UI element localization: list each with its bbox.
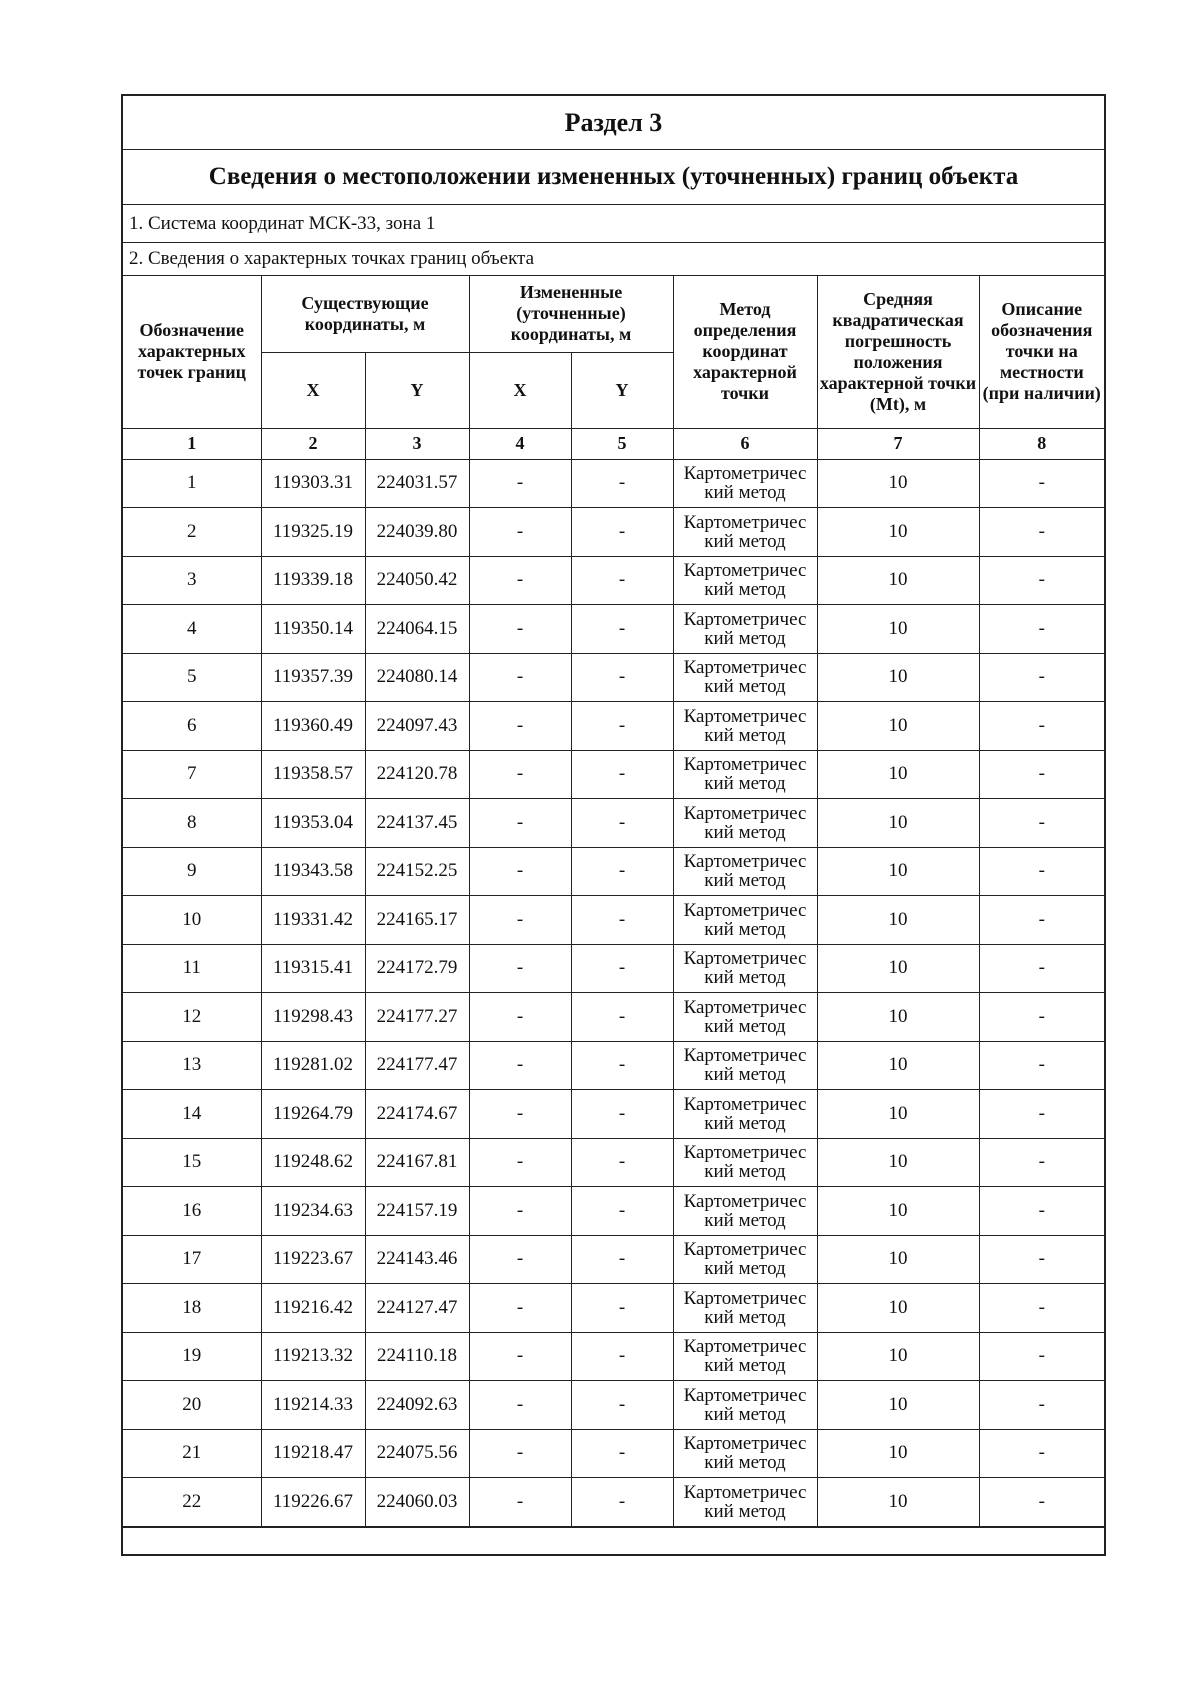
cell-existing-x: 119226.67	[261, 1478, 365, 1527]
cell-point-number: 15	[123, 1138, 261, 1187]
cell-description: -	[979, 1235, 1104, 1284]
cell-existing-y: 224177.47	[365, 1041, 469, 1090]
method-line-1: Картометричес	[683, 899, 807, 921]
table-row	[123, 459, 1104, 508]
column-numbers-row	[123, 428, 1104, 459]
cell-error: 10	[817, 508, 979, 557]
cell-description: -	[979, 1090, 1104, 1139]
cell-changed-x: -	[469, 1478, 571, 1527]
header-designation: Обозначение характерных точек границ	[123, 276, 261, 428]
cell-method	[673, 1478, 817, 1527]
cell-description: -	[979, 750, 1104, 799]
cell-existing-x: 119350.14	[261, 605, 365, 654]
column-number-2: 2	[261, 428, 365, 459]
cell-existing-x: 119357.39	[261, 653, 365, 702]
cell-description: -	[979, 459, 1104, 508]
cell-description: -	[979, 702, 1104, 751]
cell-existing-y: 224177.27	[365, 993, 469, 1042]
method-line-1: Картометричес	[683, 996, 807, 1018]
cell-existing-x: 119315.41	[261, 944, 365, 993]
cell-changed-x: -	[469, 1090, 571, 1139]
cell-changed-x: -	[469, 944, 571, 993]
cell-point-number: 20	[123, 1381, 261, 1430]
cell-error: 10	[817, 1478, 979, 1527]
table-row	[123, 1478, 1104, 1527]
header-changed-x: X	[469, 352, 571, 428]
cell-changed-x: -	[469, 1041, 571, 1090]
cell-existing-y: 224152.25	[365, 847, 469, 896]
method-line-2: кий метод	[704, 1015, 786, 1037]
cell-changed-x: -	[469, 799, 571, 848]
cell-point-number: 8	[123, 799, 261, 848]
cell-method	[673, 605, 817, 654]
cell-existing-y: 224031.57	[365, 459, 469, 508]
header-description: Описание обозначения точки на местности (при наличии)	[979, 276, 1104, 428]
cell-method	[673, 1235, 817, 1284]
cell-existing-x: 119298.43	[261, 993, 365, 1042]
cell-changed-y: -	[571, 1090, 673, 1139]
method-line-1: Картометричес	[683, 1142, 807, 1164]
cell-method	[673, 750, 817, 799]
table-row	[123, 1138, 1104, 1187]
method-line-2: кий метод	[704, 918, 786, 940]
header-method: Метод определения координат характерной точки	[673, 276, 817, 428]
method-line-2: кий метод	[704, 773, 786, 795]
method-line-2: кий метод	[704, 530, 786, 552]
header-existing-y: Y	[365, 352, 469, 428]
method-line-2: кий метод	[704, 1161, 786, 1183]
column-number-1: 1	[123, 428, 261, 459]
cell-changed-y: -	[571, 702, 673, 751]
cell-changed-x: -	[469, 896, 571, 945]
method-line-1: Картометричес	[683, 1093, 807, 1115]
table-row	[123, 1381, 1104, 1430]
cell-error: 10	[817, 605, 979, 654]
cell-method	[673, 1138, 817, 1187]
header-changed-y: Y	[571, 352, 673, 428]
table-row	[123, 508, 1104, 557]
cell-changed-y: -	[571, 944, 673, 993]
method-line-1: Картометричес	[683, 511, 807, 533]
cell-description: -	[979, 1429, 1104, 1478]
cell-error: 10	[817, 896, 979, 945]
cell-error: 10	[817, 556, 979, 605]
cell-error: 10	[817, 944, 979, 993]
cell-existing-y: 224127.47	[365, 1284, 469, 1333]
cell-description: -	[979, 1187, 1104, 1236]
cell-point-number: 6	[123, 702, 261, 751]
cell-point-number: 14	[123, 1090, 261, 1139]
method-line-1: Картометричес	[683, 560, 807, 582]
cell-description: -	[979, 993, 1104, 1042]
header-existing-x: X	[261, 352, 365, 428]
cell-error: 10	[817, 1187, 979, 1236]
cell-existing-y: 224110.18	[365, 1332, 469, 1381]
cell-changed-x: -	[469, 993, 571, 1042]
cell-changed-y: -	[571, 605, 673, 654]
cell-existing-x: 119360.49	[261, 702, 365, 751]
cell-existing-x: 119343.58	[261, 847, 365, 896]
section-title: Раздел 3	[123, 96, 1104, 150]
cell-description: -	[979, 605, 1104, 654]
cell-existing-x: 119264.79	[261, 1090, 365, 1139]
cell-point-number: 3	[123, 556, 261, 605]
method-line-1: Картометричес	[683, 1045, 807, 1067]
method-line-2: кий метод	[704, 627, 786, 649]
cell-changed-y: -	[571, 1381, 673, 1430]
method-line-1: Картометричес	[683, 657, 807, 679]
cell-existing-x: 119339.18	[261, 556, 365, 605]
cell-existing-x: 119358.57	[261, 750, 365, 799]
cell-changed-y: -	[571, 1041, 673, 1090]
cell-changed-y: -	[571, 993, 673, 1042]
cell-existing-y: 224157.19	[365, 1187, 469, 1236]
cell-description: -	[979, 799, 1104, 848]
cell-method	[673, 702, 817, 751]
method-line-2: кий метод	[704, 1500, 786, 1522]
cell-existing-y: 224060.03	[365, 1478, 469, 1527]
cell-error: 10	[817, 1090, 979, 1139]
cell-point-number: 2	[123, 508, 261, 557]
cell-changed-y: -	[571, 1478, 673, 1527]
cell-description: -	[979, 1478, 1104, 1527]
cell-changed-x: -	[469, 508, 571, 557]
method-line-2: кий метод	[704, 870, 786, 892]
table-row	[123, 1187, 1104, 1236]
cell-existing-x: 119331.42	[261, 896, 365, 945]
cell-point-number: 9	[123, 847, 261, 896]
cell-description: -	[979, 1381, 1104, 1430]
cell-description: -	[979, 847, 1104, 896]
method-line-2: кий метод	[704, 1355, 786, 1377]
cell-method	[673, 459, 817, 508]
table-row	[123, 1429, 1104, 1478]
cell-existing-x: 119353.04	[261, 799, 365, 848]
cell-error: 10	[817, 702, 979, 751]
table-row	[123, 750, 1104, 799]
cell-existing-y: 224075.56	[365, 1429, 469, 1478]
cell-description: -	[979, 944, 1104, 993]
cell-description: -	[979, 1041, 1104, 1090]
method-line-2: кий метод	[704, 1403, 786, 1425]
column-number-7: 7	[817, 428, 979, 459]
cell-method	[673, 896, 817, 945]
cell-method	[673, 799, 817, 848]
cell-changed-x: -	[469, 750, 571, 799]
table-row	[123, 847, 1104, 896]
table-row	[123, 799, 1104, 848]
table-row	[123, 653, 1104, 702]
table-row	[123, 896, 1104, 945]
table-row	[123, 993, 1104, 1042]
cell-existing-x: 119213.32	[261, 1332, 365, 1381]
method-line-2: кий метод	[704, 1306, 786, 1328]
cell-error: 10	[817, 653, 979, 702]
cell-point-number: 7	[123, 750, 261, 799]
cell-description: -	[979, 896, 1104, 945]
document-sheet	[121, 94, 1106, 1556]
cell-existing-x: 119214.33	[261, 1381, 365, 1430]
table-row	[123, 556, 1104, 605]
cell-error: 10	[817, 750, 979, 799]
cell-changed-x: -	[469, 1381, 571, 1430]
method-line-1: Картометричес	[683, 1336, 807, 1358]
method-line-2: кий метод	[704, 1064, 786, 1086]
method-line-1: Картометричес	[683, 1190, 807, 1212]
cell-point-number: 17	[123, 1235, 261, 1284]
cell-existing-y: 224165.17	[365, 896, 469, 945]
cell-method	[673, 1090, 817, 1139]
cell-point-number: 4	[123, 605, 261, 654]
cell-existing-y: 224143.46	[365, 1235, 469, 1284]
cell-changed-y: -	[571, 1429, 673, 1478]
method-line-2: кий метод	[704, 1209, 786, 1231]
cell-point-number: 18	[123, 1284, 261, 1333]
method-line-1: Картометричес	[683, 1433, 807, 1455]
table-row	[123, 1235, 1104, 1284]
cell-changed-y: -	[571, 847, 673, 896]
cell-method	[673, 944, 817, 993]
cell-point-number: 5	[123, 653, 261, 702]
method-line-2: кий метод	[704, 1452, 786, 1474]
method-line-1: Картометричес	[683, 851, 807, 873]
cell-error: 10	[817, 1332, 979, 1381]
cell-existing-y: 224174.67	[365, 1090, 469, 1139]
cell-method	[673, 1041, 817, 1090]
method-line-2: кий метод	[704, 967, 786, 989]
section-subtitle: Сведения о местоположении измененных (уточненных) границ объекта	[123, 150, 1104, 205]
cell-error: 10	[817, 799, 979, 848]
cell-method	[673, 508, 817, 557]
cell-existing-x: 119218.47	[261, 1429, 365, 1478]
cell-method	[673, 1332, 817, 1381]
points-caption-line: 2. Сведения о характерных точках границ объекта	[123, 243, 1104, 276]
method-line-1: Картометричес	[683, 1287, 807, 1309]
cell-error: 10	[817, 1235, 979, 1284]
cell-point-number: 11	[123, 944, 261, 993]
points-table-body	[123, 459, 1104, 1526]
cell-changed-x: -	[469, 1332, 571, 1381]
cell-description: -	[979, 1138, 1104, 1187]
table-row	[123, 944, 1104, 993]
table-row	[123, 1284, 1104, 1333]
table-row	[123, 605, 1104, 654]
method-line-2: кий метод	[704, 579, 786, 601]
cell-method	[673, 1429, 817, 1478]
table-row	[123, 1090, 1104, 1139]
coord-system-line: 1. Система координат МСК-33, зона 1	[123, 205, 1104, 243]
column-number-8: 8	[979, 428, 1104, 459]
cell-changed-x: -	[469, 605, 571, 654]
cell-changed-x: -	[469, 1138, 571, 1187]
points-table	[123, 276, 1104, 1527]
cell-changed-y: -	[571, 1138, 673, 1187]
header-changed-coords: Измененные (уточненные) координаты, м	[469, 276, 673, 352]
cell-description: -	[979, 556, 1104, 605]
cell-error: 10	[817, 1041, 979, 1090]
cell-changed-x: -	[469, 653, 571, 702]
column-number-5: 5	[571, 428, 673, 459]
method-line-1: Картометричес	[683, 1481, 807, 1503]
cell-changed-y: -	[571, 508, 673, 557]
cell-changed-y: -	[571, 1284, 673, 1333]
cell-existing-y: 224039.80	[365, 508, 469, 557]
cell-error: 10	[817, 1138, 979, 1187]
cell-changed-x: -	[469, 702, 571, 751]
cell-changed-y: -	[571, 896, 673, 945]
cell-changed-y: -	[571, 750, 673, 799]
cell-existing-y: 224172.79	[365, 944, 469, 993]
cell-error: 10	[817, 1429, 979, 1478]
cell-existing-y: 224167.81	[365, 1138, 469, 1187]
cell-method	[673, 653, 817, 702]
column-number-4: 4	[469, 428, 571, 459]
cell-changed-x: -	[469, 1187, 571, 1236]
method-line-1: Картометричес	[683, 754, 807, 776]
cell-existing-x: 119303.31	[261, 459, 365, 508]
cell-existing-x: 119216.42	[261, 1284, 365, 1333]
table-row	[123, 1332, 1104, 1381]
cell-point-number: 16	[123, 1187, 261, 1236]
cell-point-number: 19	[123, 1332, 261, 1381]
method-line-1: Картометричес	[683, 948, 807, 970]
cell-changed-y: -	[571, 1332, 673, 1381]
cell-method	[673, 1187, 817, 1236]
cell-changed-y: -	[571, 556, 673, 605]
method-line-1: Картометричес	[683, 1239, 807, 1261]
cell-description: -	[979, 1332, 1104, 1381]
cell-existing-y: 224092.63	[365, 1381, 469, 1430]
cell-description: -	[979, 1284, 1104, 1333]
cell-changed-x: -	[469, 1235, 571, 1284]
method-line-2: кий метод	[704, 676, 786, 698]
column-number-3: 3	[365, 428, 469, 459]
cell-existing-y: 224064.15	[365, 605, 469, 654]
cell-point-number: 1	[123, 459, 261, 508]
method-line-2: кий метод	[704, 482, 786, 504]
cell-point-number: 21	[123, 1429, 261, 1478]
cell-changed-x: -	[469, 1429, 571, 1478]
cell-point-number: 12	[123, 993, 261, 1042]
cell-existing-y: 224050.42	[365, 556, 469, 605]
cell-method	[673, 1381, 817, 1430]
cell-method	[673, 847, 817, 896]
header-existing-coords: Существующие координаты, м	[261, 276, 469, 352]
cell-method	[673, 1284, 817, 1333]
cell-existing-y: 224097.43	[365, 702, 469, 751]
table-row	[123, 1041, 1104, 1090]
cell-existing-x: 119248.62	[261, 1138, 365, 1187]
cell-changed-y: -	[571, 459, 673, 508]
cell-changed-x: -	[469, 556, 571, 605]
cell-changed-y: -	[571, 653, 673, 702]
method-line-2: кий метод	[704, 821, 786, 843]
cell-existing-y: 224080.14	[365, 653, 469, 702]
cell-existing-y: 224137.45	[365, 799, 469, 848]
cell-point-number: 22	[123, 1478, 261, 1527]
cell-error: 10	[817, 1381, 979, 1430]
cell-existing-x: 119223.67	[261, 1235, 365, 1284]
cell-existing-x: 119234.63	[261, 1187, 365, 1236]
cell-existing-y: 224120.78	[365, 750, 469, 799]
cell-changed-y: -	[571, 1187, 673, 1236]
method-line-1: Картометричес	[683, 1384, 807, 1406]
cell-existing-x: 119325.19	[261, 508, 365, 557]
column-number-6: 6	[673, 428, 817, 459]
cell-point-number: 10	[123, 896, 261, 945]
cell-changed-y: -	[571, 799, 673, 848]
cell-error: 10	[817, 993, 979, 1042]
cell-changed-y: -	[571, 1235, 673, 1284]
cell-existing-x: 119281.02	[261, 1041, 365, 1090]
method-line-1: Картометричес	[683, 802, 807, 824]
cell-error: 10	[817, 459, 979, 508]
cell-method	[673, 556, 817, 605]
cell-changed-x: -	[469, 847, 571, 896]
cell-changed-x: -	[469, 1284, 571, 1333]
method-line-2: кий метод	[704, 724, 786, 746]
table-tail-row	[123, 1527, 1104, 1554]
cell-point-number: 13	[123, 1041, 261, 1090]
cell-method	[673, 993, 817, 1042]
cell-description: -	[979, 653, 1104, 702]
cell-description: -	[979, 508, 1104, 557]
cell-error: 10	[817, 847, 979, 896]
method-line-1: Картометричес	[683, 705, 807, 727]
cell-error: 10	[817, 1284, 979, 1333]
method-line-2: кий метод	[704, 1112, 786, 1134]
header-error: Средняя квадратическая погрешность положения характерной точки (Mt), м	[817, 276, 979, 428]
cell-changed-x: -	[469, 459, 571, 508]
table-row	[123, 702, 1104, 751]
method-line-2: кий метод	[704, 1258, 786, 1280]
method-line-1: Картометричес	[683, 608, 807, 630]
method-line-1: Картометричес	[683, 463, 807, 485]
